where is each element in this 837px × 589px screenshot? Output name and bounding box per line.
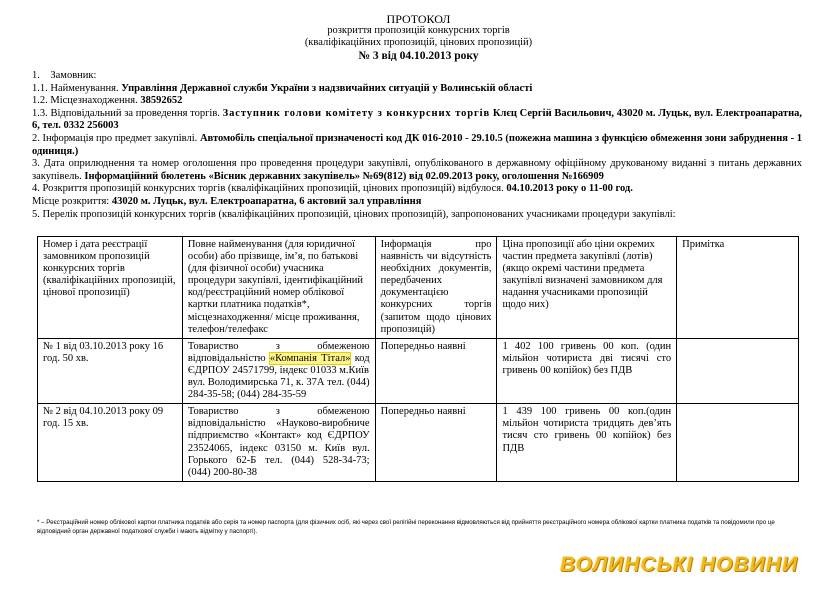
table-header-cell: Номер і дата реєстрації замовником пропозицій конкурсних торгів (кваліфікаційних пропозицій, цінової пропозиції) <box>38 237 183 339</box>
highlighted-company-name: «Компанія Тітал» <box>269 352 351 364</box>
price-cell: 1 439 100 гривень 00 коп.(один мільйон чотириста тридцять дев’ять тисяч сто гривень 00 копійок) без ПДВ <box>497 404 677 482</box>
customer-name: 1.1. Найменування. Управління Державної служби України з надзвичайних ситуацій у Волинській області <box>32 82 533 94</box>
documents-cell: Попередньо наявні <box>375 404 497 482</box>
customer-responsible: 1.3. Відповідальний за проведення торгів. Заступник голови комітету з конкурсних торгів Клєц Сергій Васильович, 43020 м. Луцьк, вул. Електроапаратна, 6, тел. 0332 256003 <box>32 107 802 132</box>
table-row <box>38 338 799 403</box>
documents-cell: Попередньо наявні <box>375 338 497 403</box>
customer-location: 1.2. Місцезнаходження. 38592652 <box>32 95 183 107</box>
document-subtitle-2: (кваліфікаційних пропозицій, цінових пропозицій) <box>304 37 533 48</box>
table-header-cell: Інформація про наявність чи відсутність необхідних документів, передбачених документацією конкурсних торгів (запитом щодо цінових пропозицій) <box>375 237 497 339</box>
proposals-table <box>37 236 799 482</box>
table-row <box>38 404 799 482</box>
price-cell: 1 402 100 гривень 00 коп. (один мільйон чотириста дві тисячі сто гривень 00 копійок) без ПДВ <box>497 338 677 403</box>
participant-cell: Товариство з обмеженою відповідальністю «Науково-виробниче підприємство «Контакт» код ЄДРПОУ 23524065, індекс 03150 м. Київ вул. Горького 62-Б тел. (044) 528-34-73; (044) 200-80-38 <box>182 404 375 482</box>
publication-info: 3. Дата оприлюднення та номер оголошення про проведення процедури закупівлі, опублікованого в державному офіційному друкованому виданні з питань державних закупівель. Інформаційний бюлетень «Вісник державних закупівель» №69(812) від 02.09.2013 року, оголошення №166909 <box>32 158 802 182</box>
table-header-cell: Примітка <box>677 237 799 339</box>
table-header-cell: Повне найменування (для юридичної особи) або прізвище, ім’я, по батькові (для фізичної особи) учасника процедури закупівлі, ідентифікаційний код/реєстраційний номер облікової картки платника податків*, місцезнаходження/ місце проживання, телефон/телефакс <box>182 237 375 339</box>
participant-cell: Товариство з обмеженою відповідальністю «Компанія Тітал» код ЄДРПОУ 24571799, індекс 01033 м.Київ вул. Володимирська 71, к. 37А тел. (044) 284-35-58; (044) 284-35-59 <box>182 338 375 403</box>
subject-info: 2. Інформація про предмет закупівлі. Автомобіль спеціальної призначеності код ДК 016-2010 - 29.10.5 (пожежна машина з функцією обмеження зони забруднення - 1 одиниця.) <box>32 132 803 157</box>
proposals-list-label: 5. Перелік пропозицій конкурсних торгів (кваліфікаційних пропозицій, цінових пропозицій), запропонованих учасниками процедури закупівлі: <box>32 208 676 220</box>
registration-cell: № 1 від 03.10.2013 року 16 год. 50 хв. <box>38 338 183 403</box>
footnote: * – Реєстраційний номер облікової картки платника податків або серія та номер паспорта (для фізичних осіб, які через свої релігійні переконання відмовляються від прийняття реєстраційного номера облікової картки платника податків та повідомили про це відповідний орган державної податкової служби і мають відмітку у паспорті). <box>37 519 775 535</box>
customer-heading: 1. Замовник: <box>32 70 97 81</box>
opening-place: Місце розкриття: 43020 м. Луцьк, вул. Електроапаратна, 6 актовий зал управління <box>32 195 422 207</box>
document-subtitle: розкриття пропозицій конкурсних торгів <box>327 25 510 36</box>
note-cell <box>677 338 799 403</box>
registration-cell: № 2 від 04.10.2013 року 09 год. 15 хв. <box>38 404 183 482</box>
document-number-date: № 3 від 04.10.2013 року <box>358 50 479 62</box>
document-title: ПРОТОКОЛ <box>386 12 451 26</box>
table-header-cell: Ціна пропозиції або ціни окремих частин предмета закупівлі (лотів) (якщо окремі частини предмета закупівлі визначені замовником для надання учасниками пропозицій щодо них) <box>497 237 677 339</box>
watermark-logo: ВОЛИНСЬКІ НОВИНИ <box>560 553 799 576</box>
opening-info: 4. Розкриття пропозицій конкурсних торгів (кваліфікаційних пропозицій, цінових пропозицій) відбулося. 04.10.2013 року о 11-00 год. <box>32 183 633 195</box>
section-customer <box>32 70 802 221</box>
note-cell <box>677 404 799 482</box>
table-header-row <box>38 237 799 339</box>
